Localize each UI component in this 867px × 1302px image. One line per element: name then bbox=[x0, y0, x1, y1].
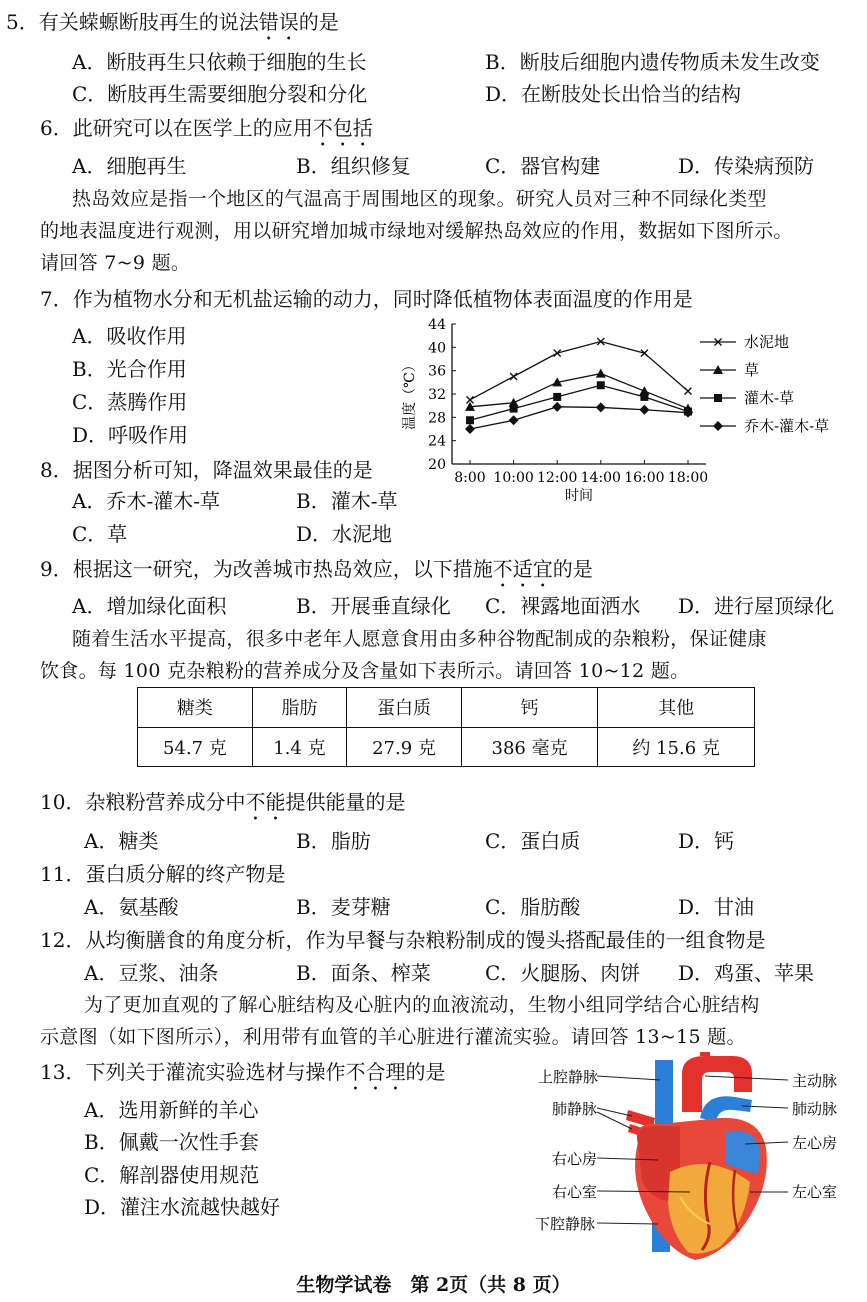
q5-option-d: D．在断肢处长出恰当的结构 bbox=[485, 82, 742, 106]
data-point-square bbox=[640, 393, 648, 401]
q13-option-a: A．选用新鲜的羊心 bbox=[84, 1098, 259, 1122]
x-tick-label: 10:00 bbox=[493, 470, 534, 486]
passage-heat-island-line1: 热岛效应是指一个地区的气温高于周围地区的现象。研究人员对三种不同绿化类型 bbox=[72, 188, 767, 210]
q8-option-d: D．水泥地 bbox=[296, 522, 393, 546]
table-row bbox=[138, 727, 755, 767]
table-header-row bbox=[138, 688, 755, 728]
q8-option-a: A．乔木-灌木-草 bbox=[72, 489, 220, 513]
series-line bbox=[470, 407, 688, 429]
q10-stem bbox=[40, 786, 405, 825]
y-tick-label: 32 bbox=[428, 387, 446, 403]
data-point-square bbox=[510, 405, 518, 413]
q13-stem-text: 13．下列关于灌流实验选材与操作 bbox=[40, 1060, 346, 1084]
nutrition-table bbox=[137, 687, 755, 767]
label-left-atrium: 左心房 bbox=[792, 1134, 838, 1152]
x-tick-label: 14:00 bbox=[580, 470, 621, 486]
q5-stem-text: 5．有关蝾螈断肢再生的说法 bbox=[6, 10, 259, 34]
q6-stem-text: 6．此研究可以在医学上的应用 bbox=[40, 116, 313, 140]
table-header-cell: 脂肪 bbox=[252, 688, 346, 728]
q9-stem-emphasis: 不适宜 bbox=[492, 557, 553, 581]
q11-stem: 11．蛋白质分解的终产物是 bbox=[40, 862, 286, 886]
q13-option-b: B．佩戴一次性手套 bbox=[84, 1130, 259, 1154]
data-point-square bbox=[553, 393, 561, 401]
q8-stem: 8．据图分析可知，降温效果最佳的是 bbox=[40, 458, 373, 482]
x-tick-label: 18:00 bbox=[667, 470, 709, 486]
y-tick-label: 24 bbox=[428, 433, 446, 450]
q13-option-d: D．灌注水流越快越好 bbox=[84, 1195, 281, 1219]
q13-option-c: C．解剖器使用规范 bbox=[84, 1163, 260, 1187]
temperature-line-chart bbox=[400, 312, 867, 512]
q11-option-b: B．麦芽糖 bbox=[296, 895, 391, 919]
data-point-triangle bbox=[596, 369, 606, 378]
q13-stem-end: 的是 bbox=[405, 1060, 446, 1084]
q9-option-a: A．增加绿化面积 bbox=[72, 594, 227, 618]
data-point-square bbox=[714, 394, 722, 402]
y-tick-label: 20 bbox=[428, 457, 446, 473]
passage-heart-line2: 示意图（如下图所示），利用带有血管的羊心脏进行灌流实验。请回答 13~15 题。 bbox=[40, 1026, 746, 1048]
q8-option-b: B．灌木-草 bbox=[296, 489, 398, 513]
q9-option-c: C．裸露地面洒水 bbox=[485, 594, 641, 618]
q8-option-c: C．草 bbox=[72, 522, 128, 546]
q11-option-d: D．甘油 bbox=[678, 895, 755, 919]
x-tick-label: 8:00 bbox=[454, 470, 486, 486]
aorta-branch-1 bbox=[700, 1052, 710, 1056]
data-point-diamond bbox=[465, 424, 475, 434]
q12-option-a: A．豆浆、油条 bbox=[84, 961, 219, 985]
legend-label: 灌木-草 bbox=[744, 389, 795, 407]
series-line bbox=[470, 385, 688, 420]
table-header-cell: 其他 bbox=[598, 688, 755, 728]
table-header-cell: 钙 bbox=[461, 688, 597, 728]
q5-option-b: B．断肢后细胞内遗传物质未发生改变 bbox=[485, 50, 820, 74]
label-superior-vena-cava: 上腔静脉 bbox=[538, 1068, 599, 1086]
superior-vena-cava bbox=[655, 1060, 673, 1127]
q10-stem-end: 提供能量的是 bbox=[285, 790, 406, 814]
q6-option-c: C．器官构建 bbox=[485, 154, 601, 178]
y-tick-label: 36 bbox=[428, 363, 446, 380]
q10-stem-text: 10．杂粮粉营养成分中 bbox=[40, 790, 246, 814]
q12-option-d: D．鸡蛋、苹果 bbox=[678, 961, 815, 985]
q11-option-c: C．脂肪酸 bbox=[485, 895, 581, 919]
table-header-cell: 蛋白质 bbox=[347, 688, 462, 728]
q12-option-b: B．面条、榨菜 bbox=[296, 961, 431, 985]
table-header-cell: 糖类 bbox=[138, 688, 253, 728]
label-pulmonary-artery: 肺动脉 bbox=[792, 1100, 838, 1118]
table-cell: 54.7 克 bbox=[138, 727, 253, 767]
label-right-ventricle: 右心室 bbox=[552, 1183, 598, 1201]
q7-option-c: C．蒸腾作用 bbox=[72, 390, 188, 414]
y-tick-label: 44 bbox=[428, 317, 446, 333]
y-axis-label: 温度（℃） bbox=[402, 358, 418, 430]
table-cell: 386 毫克 bbox=[461, 727, 597, 767]
q5-stem bbox=[6, 6, 339, 45]
q10-stem-emphasis: 不能 bbox=[245, 790, 286, 814]
data-point-square bbox=[597, 381, 605, 389]
q6-option-a: A．细胞再生 bbox=[72, 154, 187, 178]
x-axis-label: 时间 bbox=[565, 488, 593, 504]
data-point-square bbox=[466, 416, 474, 424]
q9-stem-text: 9．根据这一研究，为改善城市热岛效应，以下措施 bbox=[40, 557, 493, 581]
q10-option-c: C．蛋白质 bbox=[485, 829, 581, 853]
q9-option-b: B．开展垂直绿化 bbox=[296, 594, 451, 618]
q9-stem bbox=[40, 553, 593, 592]
passage-grain-line2: 饮食。每 100 克杂粮粉的营养成分及含量如下表所示。请回答 10~12 题。 bbox=[40, 660, 690, 682]
label-aorta: 主动脉 bbox=[792, 1072, 838, 1090]
data-point-diamond bbox=[639, 405, 649, 415]
q13-stem-emphasis: 不合理 bbox=[345, 1060, 406, 1084]
data-point-x bbox=[685, 388, 692, 395]
legend-label: 草 bbox=[744, 361, 760, 379]
q12-option-c: C．火腿肠、肉饼 bbox=[485, 961, 641, 985]
passage-heart-line1: 为了更加直观的了解心脏结构及心脏内的血液流动，生物小组同学结合心脏结构 bbox=[84, 994, 760, 1016]
y-tick-label: 40 bbox=[428, 340, 446, 357]
q5-stem-emphasis: 错误 bbox=[258, 10, 299, 34]
data-point-diamond bbox=[596, 402, 606, 412]
q10-option-b: B．脂肪 bbox=[296, 829, 371, 853]
table-cell: 1.4 克 bbox=[252, 727, 346, 767]
q7-option-d: D．呼吸作用 bbox=[72, 423, 189, 447]
passage-heat-island-line3: 请回答 7~9 题。 bbox=[40, 252, 191, 274]
q6-stem bbox=[40, 112, 373, 151]
q10-option-a: A．糖类 bbox=[84, 829, 159, 853]
page-footer: 生物学试卷 第 2页（共 8 页） bbox=[296, 1274, 571, 1296]
q9-stem-end: 的是 bbox=[552, 557, 593, 581]
legend-label: 乔木-灌木-草 bbox=[744, 417, 830, 435]
q5-option-c: C．断肢再生需要细胞分裂和分化 bbox=[72, 82, 368, 106]
data-point-diamond bbox=[552, 402, 562, 412]
label-right-atrium: 右心房 bbox=[552, 1150, 598, 1168]
table-cell: 约 15.6 克 bbox=[598, 727, 755, 767]
q7-stem: 7．作为植物水分和无机盐运输的动力，同时降低植物体表面温度的作用是 bbox=[40, 287, 693, 311]
x-tick-label: 16:00 bbox=[624, 470, 665, 486]
q5-stem-end: 的是 bbox=[298, 10, 339, 34]
data-point-diamond bbox=[713, 421, 723, 431]
q6-option-b: B．组织修复 bbox=[296, 154, 411, 178]
label-pulmonary-vein: 肺静脉 bbox=[552, 1100, 598, 1118]
passage-grain-line1: 随着生活水平提高，很多中老年人愿意食用由多种谷物配制成的杂粮粉，保证健康 bbox=[72, 628, 767, 650]
legend-label: 水泥地 bbox=[744, 333, 790, 351]
q12-stem: 12．从均衡膳食的角度分析，作为早餐与杂粮粉制成的馒头搭配最佳的一组食物是 bbox=[40, 928, 766, 952]
label-left-ventricle: 左心室 bbox=[792, 1183, 838, 1201]
q7-option-a: A．吸收作用 bbox=[72, 324, 187, 348]
table-cell: 27.9 克 bbox=[347, 727, 462, 767]
q7-option-b: B．光合作用 bbox=[72, 357, 187, 381]
passage-heat-island-line2: 的地表温度进行观测，用以研究增加城市绿地对缓解热岛效应的作用，数据如下图所示。 bbox=[40, 220, 793, 242]
x-tick-label: 12:00 bbox=[537, 470, 578, 486]
q6-stem-emphasis: 不包括 bbox=[312, 116, 373, 140]
q5-option-a: A．断肢再生只依赖于细胞的生长 bbox=[72, 50, 367, 74]
q11-option-a: A．氨基酸 bbox=[84, 895, 179, 919]
y-tick-label: 28 bbox=[428, 410, 446, 427]
data-point-x bbox=[510, 373, 517, 380]
q10-option-d: D．钙 bbox=[678, 829, 735, 853]
data-point-diamond bbox=[509, 415, 519, 425]
q9-option-d: D．进行屋顶绿化 bbox=[678, 594, 835, 618]
q6-option-d: D．传染病预防 bbox=[678, 154, 815, 178]
label-inferior-vena-cava: 下腔静脉 bbox=[535, 1215, 596, 1233]
heart-structure-diagram bbox=[520, 1052, 865, 1267]
q13-stem bbox=[40, 1056, 445, 1095]
